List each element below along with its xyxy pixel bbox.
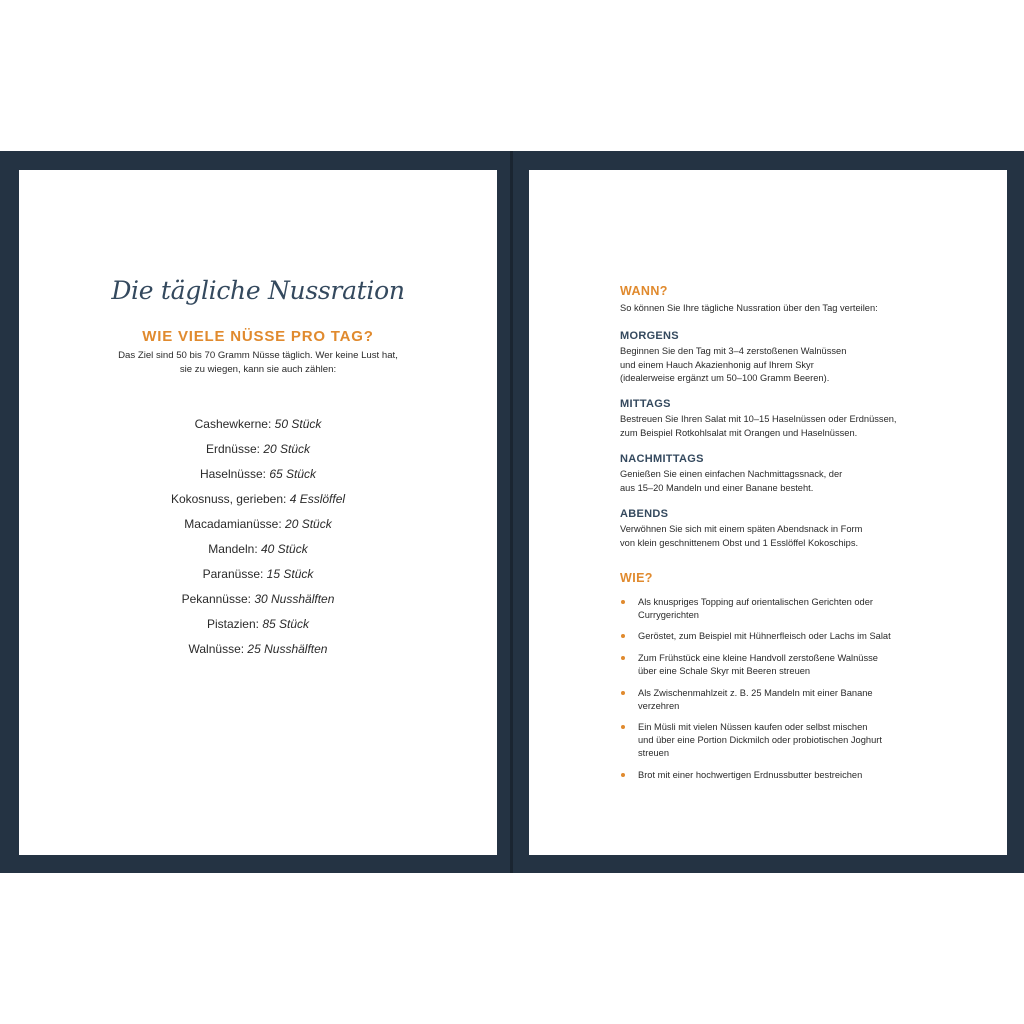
nachmittags-text <box>620 468 980 495</box>
list-item <box>19 442 497 467</box>
nut-name: Mandeln: <box>208 542 258 556</box>
text-line: von klein geschnittenem Obst und 1 Esslöffel Kokoschips. <box>620 537 859 548</box>
list-item <box>19 467 497 492</box>
text-line: Beginnen Sie den Tag mit 3–4 zerstoßenen Walnüssen <box>620 346 847 356</box>
nut-name: Walnüsse: <box>188 642 245 656</box>
morgens-text <box>620 345 980 386</box>
text-line: (idealerweise ergänzt um 50–100 Gramm Beeren). <box>620 373 830 384</box>
bullet-line: streuen <box>638 748 670 758</box>
nut-amount: 25 Nusshälften <box>247 642 328 656</box>
text-line: Verwöhnen Sie sich mit einem späten Abendsnack in Form <box>620 524 863 534</box>
list-item <box>620 596 980 622</box>
nut-name: Pistazien: <box>206 617 259 631</box>
wann-intro: So können Sie Ihre tägliche Nussration über den Tag verteilen: <box>620 303 878 313</box>
text-line: aus 15–20 Mandeln und einer Banane besteht. <box>620 482 814 493</box>
page-title: Die tägliche Nussration <box>111 276 405 305</box>
nut-list <box>19 417 497 667</box>
list-item <box>620 630 980 643</box>
bullet-dot-icon <box>621 725 625 729</box>
section-heading-wann: WANN? <box>620 284 668 298</box>
abends-text <box>620 523 980 550</box>
bullet-line: Als knuspriges Topping auf orientalischen Gerichten oder <box>638 597 873 607</box>
nut-amount: 50 Stück <box>274 417 322 431</box>
bullet-line: verzehren <box>638 701 680 711</box>
text-line: zum Beispiel Rotkohlsalat mit Orangen und Haselnüssen. <box>620 427 858 438</box>
bullet-line: Geröstet, zum Beispiel mit Hühnerfleisch oder Lachs im Salat <box>638 631 891 641</box>
mittags-text <box>620 413 980 440</box>
bullet-dot-icon <box>621 773 625 777</box>
left-page <box>19 170 497 855</box>
bullet-line: Zum Frühstück eine kleine Handvoll zerstoßene Walnüsse <box>638 653 878 663</box>
list-item <box>19 492 497 517</box>
nut-name: Paranüsse: <box>202 567 264 581</box>
list-item <box>620 769 980 782</box>
list-item <box>19 517 497 542</box>
list-item <box>620 721 980 760</box>
subheading-morgens: MORGENS <box>620 330 679 342</box>
list-item <box>19 567 497 592</box>
text-line: und einem Hauch Akazienhonig auf Ihrem Skyr <box>620 359 814 370</box>
section-heading-how-many: WIE VIELE NÜSSE PRO TAG? <box>142 328 374 345</box>
nut-name: Erdnüsse: <box>205 442 260 456</box>
bullet-dot-icon <box>621 656 625 660</box>
nut-name: Cashewkerne: <box>194 417 272 431</box>
bullet-line: Brot mit einer hochwertigen Erdnussbutter bestreichen <box>638 770 863 780</box>
bullet-line: über eine Schale Skyr mit Beeren streuen <box>638 666 811 676</box>
text-line: Bestreuen Sie Ihren Salat mit 10–15 Haselnüssen oder Erdnüssen, <box>620 414 897 424</box>
nut-name: Kokosnuss, gerieben: <box>170 492 287 506</box>
intro-text <box>79 349 437 377</box>
list-item <box>19 617 497 642</box>
right-page <box>529 170 1007 855</box>
nut-amount: 20 Stück <box>263 442 311 456</box>
nut-amount: 65 Stück <box>269 467 317 481</box>
list-item <box>19 592 497 617</box>
subheading-nachmittags: NACHMITTAGS <box>620 453 704 465</box>
list-item <box>19 417 497 442</box>
nut-amount: 85 Stück <box>262 617 310 631</box>
nut-amount: 40 Stück <box>261 542 308 556</box>
bullet-line: Als Zwischenmahlzeit z. B. 25 Mandeln mit einer Banane <box>638 688 873 698</box>
bullet-dot-icon <box>621 691 625 695</box>
list-item <box>620 687 980 713</box>
bullet-dot-icon <box>621 600 625 604</box>
book-spine <box>510 151 513 873</box>
nut-amount: 30 Nusshälften <box>254 592 335 606</box>
section-heading-wie: WIE? <box>620 571 653 585</box>
list-item <box>19 542 497 567</box>
nut-amount: 15 Stück <box>266 567 314 581</box>
nut-amount: 20 Stück <box>285 517 332 531</box>
bullet-line: Ein Müsli mit vielen Nüssen kaufen oder selbst mischen <box>638 722 868 732</box>
subheading-mittags: MITTAGS <box>620 398 671 410</box>
nut-name: Pekannüsse: <box>181 592 251 606</box>
bullet-line: und über eine Portion Dickmilch oder probiotischen Joghurt <box>638 735 882 745</box>
list-item <box>620 652 980 678</box>
nut-name: Macadamianüsse: <box>184 517 282 531</box>
book-spread <box>0 151 1024 873</box>
bullet-line: Currygerichten <box>638 610 699 620</box>
intro-line: Das Ziel sind 50 bis 70 Gramm Nüsse täglich. Wer keine Lust hat, <box>118 350 398 361</box>
subheading-abends: ABENDS <box>620 508 669 520</box>
intro-line: sie zu wiegen, kann sie auch zählen: <box>179 364 337 375</box>
nut-amount: 4 Esslöffel <box>289 492 346 506</box>
bullet-dot-icon <box>621 634 625 638</box>
list-item <box>19 642 497 667</box>
text-line: Genießen Sie einen einfachen Nachmittagssnack, der <box>620 469 843 479</box>
nut-name: Haselnüsse: <box>199 467 266 481</box>
